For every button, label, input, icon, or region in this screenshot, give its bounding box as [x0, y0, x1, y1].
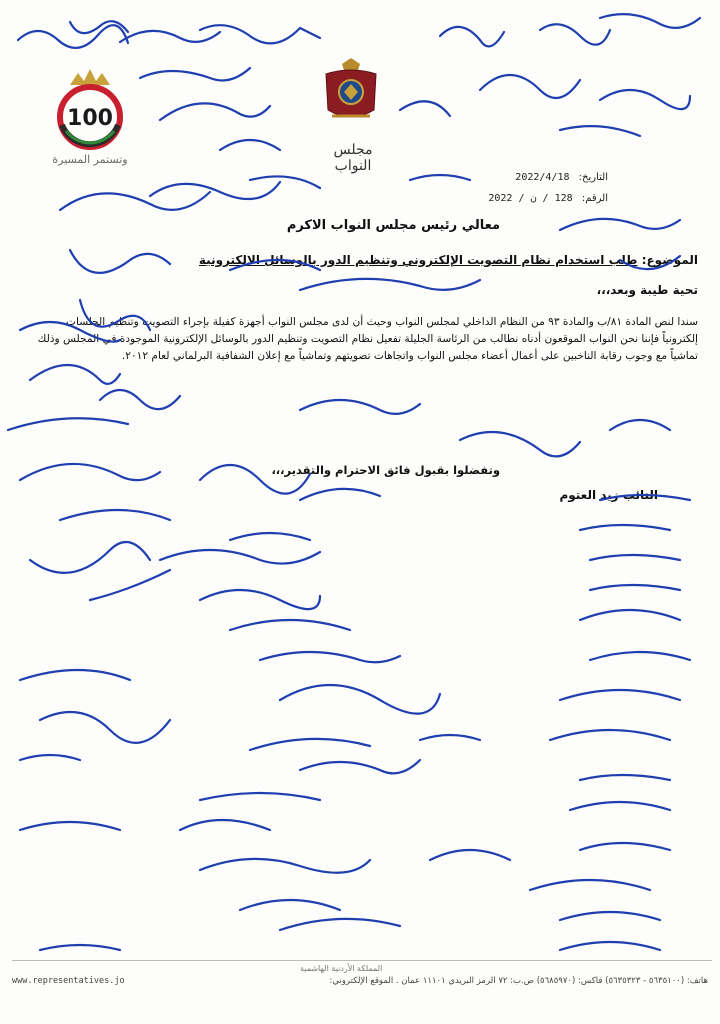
date-label: التاريخ: — [578, 172, 608, 183]
reference-value: 128 / ن / 2022 — [488, 193, 573, 204]
subject-line — [199, 253, 698, 267]
logo-number: 100 — [67, 106, 113, 131]
subject-text: طلب استخدام نظام التصويت الإلكتروني وتنظيم الدور بالوسائل الالكترونية — [198, 253, 638, 267]
reference-label: الرقم: — [581, 193, 608, 204]
reference-field — [488, 193, 608, 204]
footer-contact-text: هاتف: (٥٦٣٥١٠٠ - ٥٦٣٥٣٢٣) فاكس: (٥٦٨٥٩٧٠) ص.ب: ٧٢ الرمز البريدي ١١١٠١ عمان . الموقع الإلكتروني: — [329, 976, 708, 986]
greeting: تحية طيبة وبعد،،، — [596, 283, 698, 297]
closing-line: وتفضلوا بقبول فائق الاحترام والتقدير،،، — [271, 463, 500, 477]
subject-label: الموضوع: — [641, 253, 698, 267]
signer-name: النائب زيد العتوم — [559, 488, 658, 502]
footer-contact — [12, 976, 708, 986]
letter-body: سندا لنص المادة ٨١/ب والمادة ٩٣ من النظام الداخلي لمجلس النواب وحيث أن لدى مجلس النواب أجهزة كفيلة بإجراء التصويت وتنظيم الجلسات إلكترونياً فإننا نحن النواب الموقعون أدناه نطالب من الرئاسة الجليلة تفعيل نظام التصويت وتنظيم الدور بالوسائل الإلكترونية الموجودة في المجلس وذلك تماشياً مع وجوب رقابة الناخبين على أعمال أعضاء مجلس النواب واتجاهات تصويتهم وتماشياً مع إعلان الشفافية البرلماني لعام ٢٠١٢. — [37, 316, 698, 362]
coat-of-arms-emblem — [322, 58, 380, 128]
date-field — [515, 172, 608, 183]
addressee: معالي رئيس مجلس النواب الاكرم — [286, 218, 500, 233]
date-value: 2022/4/18 — [515, 172, 570, 183]
footer-divider — [12, 960, 712, 961]
council-name: مجلس النواب — [333, 142, 373, 174]
centennial-logo — [40, 55, 140, 170]
footer-website: www.representatives.jo — [12, 976, 125, 986]
footer-stamp: المملكة الأردنية الهاشمية — [300, 964, 383, 973]
logo-tagline: وتستمر المسيرة — [52, 153, 128, 166]
